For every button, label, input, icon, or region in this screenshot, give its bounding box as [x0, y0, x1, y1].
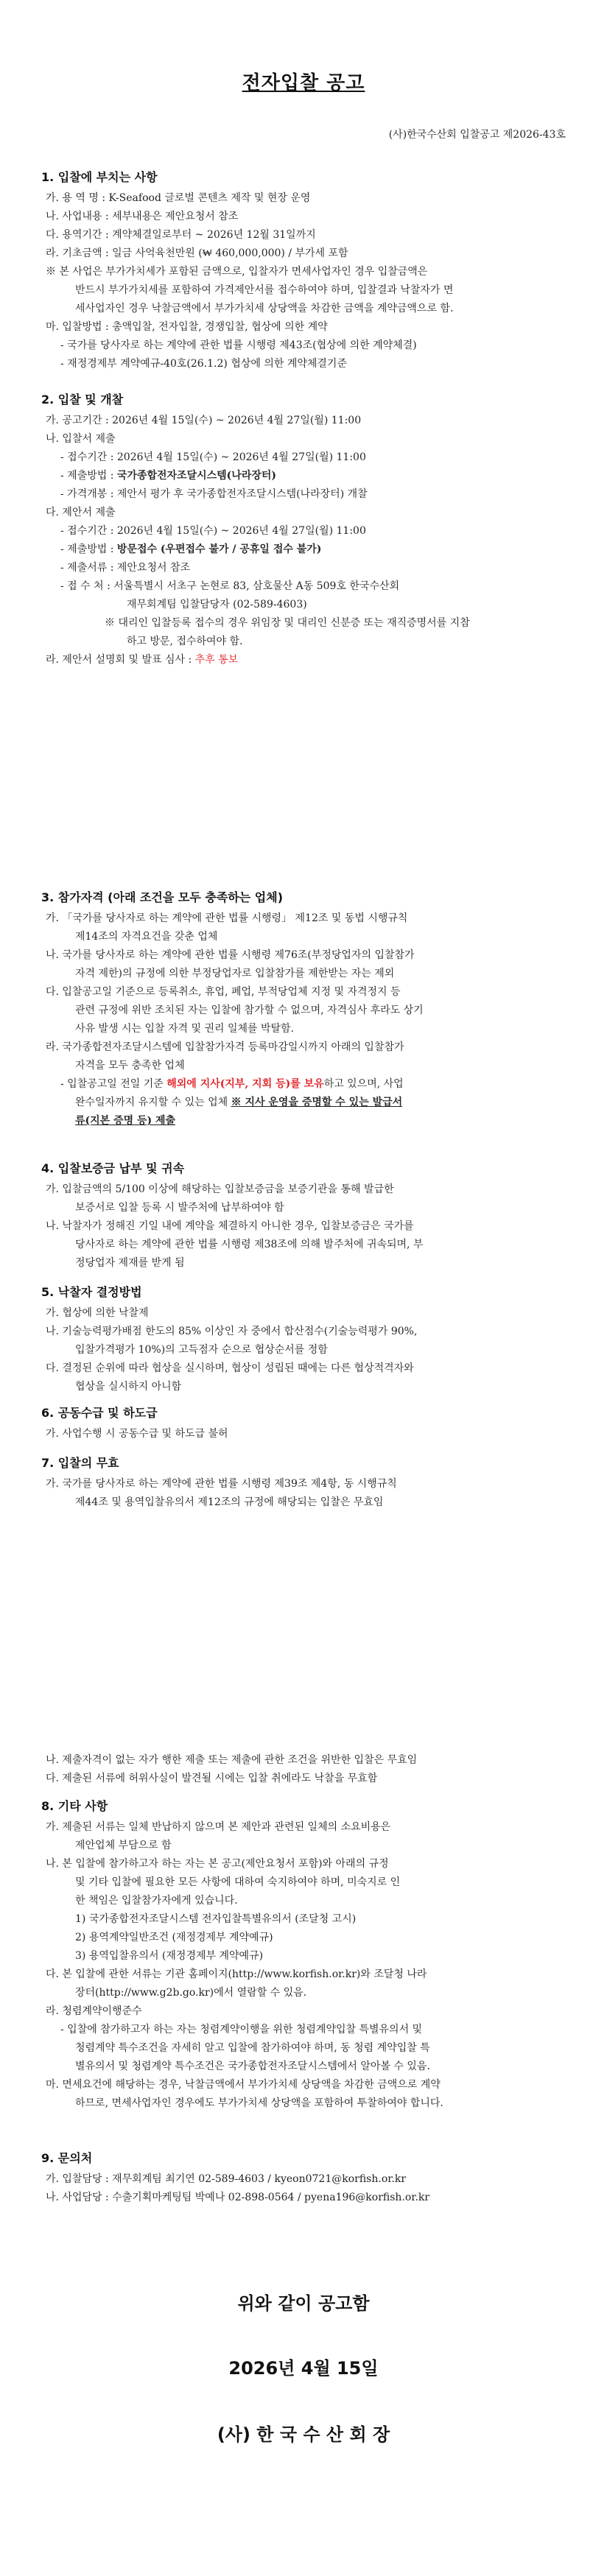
item: 가. 「국가를 당사자로 하는 계약에 관한 법률 시행령」 제12조 및 동법 시행규칙 [46, 912, 408, 924]
sub-item: 3) 용역입찰유의서 (재정경제부 계약예규) [75, 1950, 264, 1962]
section-heading: 4. 입찰보증금 납부 및 귀속 [41, 1161, 185, 1175]
item: 한 책임은 입찰참가자에게 있습니다. [75, 1895, 238, 1907]
contact-bid: 가. 입찰담당 : 재무회계팀 최기연 02-589-4603 / kyeon0721@korfish.or.kr [46, 2173, 407, 2185]
item: 나. 낙찰자가 정해진 기일 내에 계약을 체결하지 아니한 경우, 입찰보증금은 국가를 [46, 1220, 414, 1232]
sub-item: - 접수기간 : 2026년 4월 15일(수) ~ 2026년 4월 27일(월) 11:00 [60, 451, 366, 463]
item: 제14조의 자격요건을 갖춘 업체 [75, 931, 218, 943]
item: 다. 제안서 제출 [46, 507, 116, 518]
item: 가. 공고기간 : 2026년 4월 15일(수) ~ 2026년 4월 27일(월) 11:00 [46, 415, 362, 426]
section-5 [41, 1283, 572, 1396]
item: 나. 제출자격이 없는 자가 행한 제출 또는 제출에 관한 조건을 위반한 입찰은 무효임 [46, 1754, 418, 1766]
section-heading: 5. 낙찰자 결정방법 [41, 1285, 142, 1299]
item: 나. 국가를 당사자로 하는 계약에 관한 법률 시행령 제76조(부정당업자의 입찰참가 [46, 949, 415, 961]
sub-item: 별유의서 및 청렴계약 특수조건은 국가종합전자조달시스템에서 알아볼 수 있음. [75, 2061, 430, 2072]
note: 세사업자인 경우 낙찰금액에서 부가가치세 상당액을 차감한 금액을 계약금액으로 함. [75, 303, 454, 314]
section-heading: 8. 기타 사항 [41, 1799, 108, 1813]
item: 및 기타 입찰에 필요한 모든 사항에 대하여 숙지하여야 하며, 미숙지로 인 [75, 1876, 401, 1888]
item: 협상을 실시하지 아니함 [75, 1381, 182, 1393]
section-heading: 3. 참가자격 (아래 조건을 모두 충족하는 업체) [41, 890, 284, 904]
section-7 [41, 1454, 572, 1512]
sub-item: - 제출방법 : 방문접수 (우편접수 불가 / 공휴일 접수 불가) [60, 543, 322, 555]
section-heading: 2. 입찰 및 개찰 [41, 393, 124, 407]
item: 다. 본 입찰에 관한 서류는 기관 홈페이지(http://www.korfish.or.kr)와 조달청 나라 [46, 1968, 427, 1980]
proposal-submission-method: 방문접수 (우편접수 불가 / 공휴일 접수 불가) [116, 543, 322, 555]
item: 사유 발생 시는 입찰 자격 및 권리 일체를 박탈함. [75, 1023, 295, 1035]
item: 나. 본 입찰에 참가하고자 하는 자는 본 공고(제안요청서 포함)와 아래의 규정 [46, 1858, 389, 1870]
section-9 [41, 2149, 572, 2207]
item: 나. 입찰서 제출 [46, 433, 116, 445]
item: 가. 협상에 의한 낙찰제 [46, 1307, 149, 1319]
announcement-number: (사)한국수산회 입찰공고 제2026-43호 [388, 129, 566, 141]
document-title: 전자입찰 공고 [242, 72, 365, 94]
section-3 [41, 888, 572, 1130]
sub-item: - 가격개봉 : 제안서 평가 후 국가종합전자조달시스템(나라장터) 개찰 [60, 488, 368, 500]
item: 가. 사업수행 시 공동수급 및 하도급 불허 [46, 1428, 228, 1440]
item: 제44조 및 용역입찰유의서 제12조의 규정에 해당되는 입찰은 무효임 [75, 1496, 384, 1508]
branch-proof-note-cont: 류(지본 증명 등) 제출 [75, 1115, 176, 1127]
contact-project: 나. 사업담당 : 수출기획마케팅팀 박예나 02-898-0564 / pyena196@korfish.or.kr [46, 2192, 430, 2203]
section-2 [41, 390, 572, 669]
section-heading: 1. 입찰에 부치는 사항 [41, 170, 158, 184]
section-8 [41, 1797, 572, 2113]
note: 반드시 부가가치세를 포함하여 가격제안서를 접수하여야 하며, 입찰결과 낙찰자가 면 [75, 284, 454, 296]
presentation-date-status: 추후 통보 [194, 654, 239, 666]
item: 가. 용 역 명 : K-Seafood 글로벌 콘텐츠 제작 및 현장 운영 [46, 192, 311, 204]
item: 가. 입찰금액의 5/100 이상에 해당하는 입찰보증금을 보증기관을 통해 발급한 [46, 1183, 394, 1195]
sub-item: 청렴계약 특수조건을 자세히 알고 입찰에 참가하여야 하며, 동 청렴 계약입찰 특 [75, 2042, 430, 2054]
sub-item: - 접수기간 : 2026년 4월 15일(수) ~ 2026년 4월 27일(월) 11:00 [60, 525, 366, 537]
section-1 [41, 168, 572, 373]
item: 나. 사업내용 : 세부내용은 제안요청서 참조 [46, 211, 239, 222]
item: 보증서로 입찰 등록 시 발주처에 납부하여야 함 [75, 1202, 284, 1214]
item: 자격을 모두 충족한 업체 [75, 1060, 185, 1071]
sub-item: - 입찰공고일 전일 기준 해외에 지사(지부, 지회 등)를 보유하고 있으며, 사업 [60, 1078, 404, 1090]
sub-item: 완수일자까지 유지할 수 있는 업체 ※ 지사 운영을 증명할 수 있는 발급서 [75, 1097, 403, 1108]
item: 나. 기술능력평가배점 한도의 85% 이상인 자 중에서 합산점수(기술능력평가 90%, [46, 1326, 418, 1337]
item: 제안업체 부담으로 함 [75, 1840, 172, 1851]
closing-organization: (사) 한 국 수 산 회 장 [217, 2424, 390, 2445]
item: 당사자로 하는 계약에 관한 법률 시행령 제38조에 의해 발주처에 귀속되며, 부 [75, 1239, 424, 1250]
sub-item: - 제출방법 : 국가종합전자조달시스템(나라장터) [60, 470, 277, 482]
item: 마. 입찰방법 : 총액입찰, 전자입찰, 경쟁입찰, 협상에 의한 계약 [46, 321, 328, 333]
closing-date: 2026년 4월 15일 [228, 2358, 379, 2379]
item: 가. 국가를 당사자로 하는 계약에 관한 법률 시행령 제39조 제4항, 동 시행규칙 [46, 1478, 397, 1490]
section-heading: 9. 문의처 [41, 2151, 93, 2165]
item: 자격 제한)의 규정에 의한 부정당업자로 입찰참가를 제한받는 자는 제외 [75, 968, 395, 979]
item: 관련 규정에 위반 조치된 자는 입찰에 참가할 수 없으며, 자격심사 후라도 상기 [75, 1004, 424, 1016]
section-4 [41, 1159, 572, 1273]
section-heading: 7. 입찰의 무효 [41, 1456, 119, 1470]
sub-item: 2) 용역계약일반조건 (재정경제부 계약예규) [75, 1932, 273, 1943]
item: 입찰가격평가 10%)의 고득점자 순으로 협상순서를 정함 [75, 1344, 328, 1356]
item: 다. 용역기간 : 계약체결일로부터 ~ 2026년 12월 31일까지 [46, 229, 316, 241]
item: 하므로, 면세사업자인 경우에도 부가가치세 상당액을 포함하여 투찰하여야 합니다. [75, 2097, 443, 2109]
section-7-cont [41, 1751, 572, 1788]
overseas-branch-requirement: 해외에 지사(지부, 지회 등)를 보유 [166, 1078, 324, 1090]
branch-proof-note: ※ 지사 운영을 증명할 수 있는 발급서 [231, 1097, 403, 1108]
note: ※ 대리인 입찰등록 접수의 경우 위임장 및 대리인 신분증 또는 재직증명서를 지참 [105, 617, 470, 629]
note: ※ 본 사업은 부가가치세가 포함된 금액으로, 입찰자가 면세사업자인 경우 입찰금액은 [46, 266, 428, 278]
submission-method: 국가종합전자조달시스템(나라장터) [116, 470, 277, 482]
sub-item: - 입찰에 참가하고자 하는 자는 청렴계약이행을 위한 청렴계약입찰 특별유의서 및 [60, 2024, 423, 2035]
item: 마. 면세요건에 해당하는 경우, 낙찰금액에서 부가가치세 상당액을 차감한 금액으로 계약 [46, 2079, 441, 2091]
sub-item: 1) 국가종합전자조달시스템 전자입찰특별유의서 (조달청 고시) [75, 1913, 357, 1925]
item: 다. 제출된 서류에 허위사실이 발견될 시에는 입찰 취에라도 낙찰을 무효함 [46, 1773, 378, 1784]
item: 정당업자 제재를 받게 됨 [75, 1257, 185, 1269]
item: 라. 제안서 설명회 및 발표 심사 : 추후 통보 [46, 654, 239, 666]
item: 다. 결정된 순위에 따라 협상을 실시하며, 협상이 성립된 때에는 다른 협상적격자와 [46, 1362, 414, 1374]
section-heading: 6. 공동수급 및 하도급 [41, 1406, 158, 1420]
item: 장터(http://www.g2b.go.kr)에서 열람할 수 있음. [75, 1987, 307, 1999]
sub-item: - 국가를 당사자로 하는 계약에 관한 법률 시행령 제43조(협상에 의한 계약체결) [60, 339, 417, 351]
sub-item: - 접 수 처 : 서울특별시 서초구 논현로 83, 삼호물산 A동 509호 한국수산회 [60, 580, 400, 592]
note: 하고 방문, 접수하여야 함. [127, 636, 243, 647]
closing-statement: 위와 같이 공고함 [237, 2293, 370, 2314]
item: 라. 국가종합전자조달시스템에 입찰참가자격 등록마감일시까지 아래의 입찰참가 [46, 1041, 404, 1053]
item: 라. 청렴계약이행준수 [46, 2005, 142, 2017]
item: 가. 제출된 서류는 일체 반납하지 않으며 본 제안과 관련된 일체의 소요비용은 [46, 1821, 391, 1833]
item: 다. 입찰공고일 기준으로 등록취소, 휴업, 폐업, 부적당업체 지정 및 자격정지 등 [46, 986, 401, 998]
sub-item: - 제출서류 : 제안요청서 참조 [60, 562, 191, 574]
item: 라. 기초금액 : 일금 사억육천만원 (₩ 460,000,000) / 부가세 포함 [46, 247, 348, 259]
sub-item: - 재정경제부 계약예규-40호(26.1.2) 협상에 의한 계약체결기준 [60, 358, 347, 370]
section-6 [41, 1404, 572, 1443]
sub-item: 재무회계팀 입찰담당자 (02-589-4603) [127, 599, 307, 610]
